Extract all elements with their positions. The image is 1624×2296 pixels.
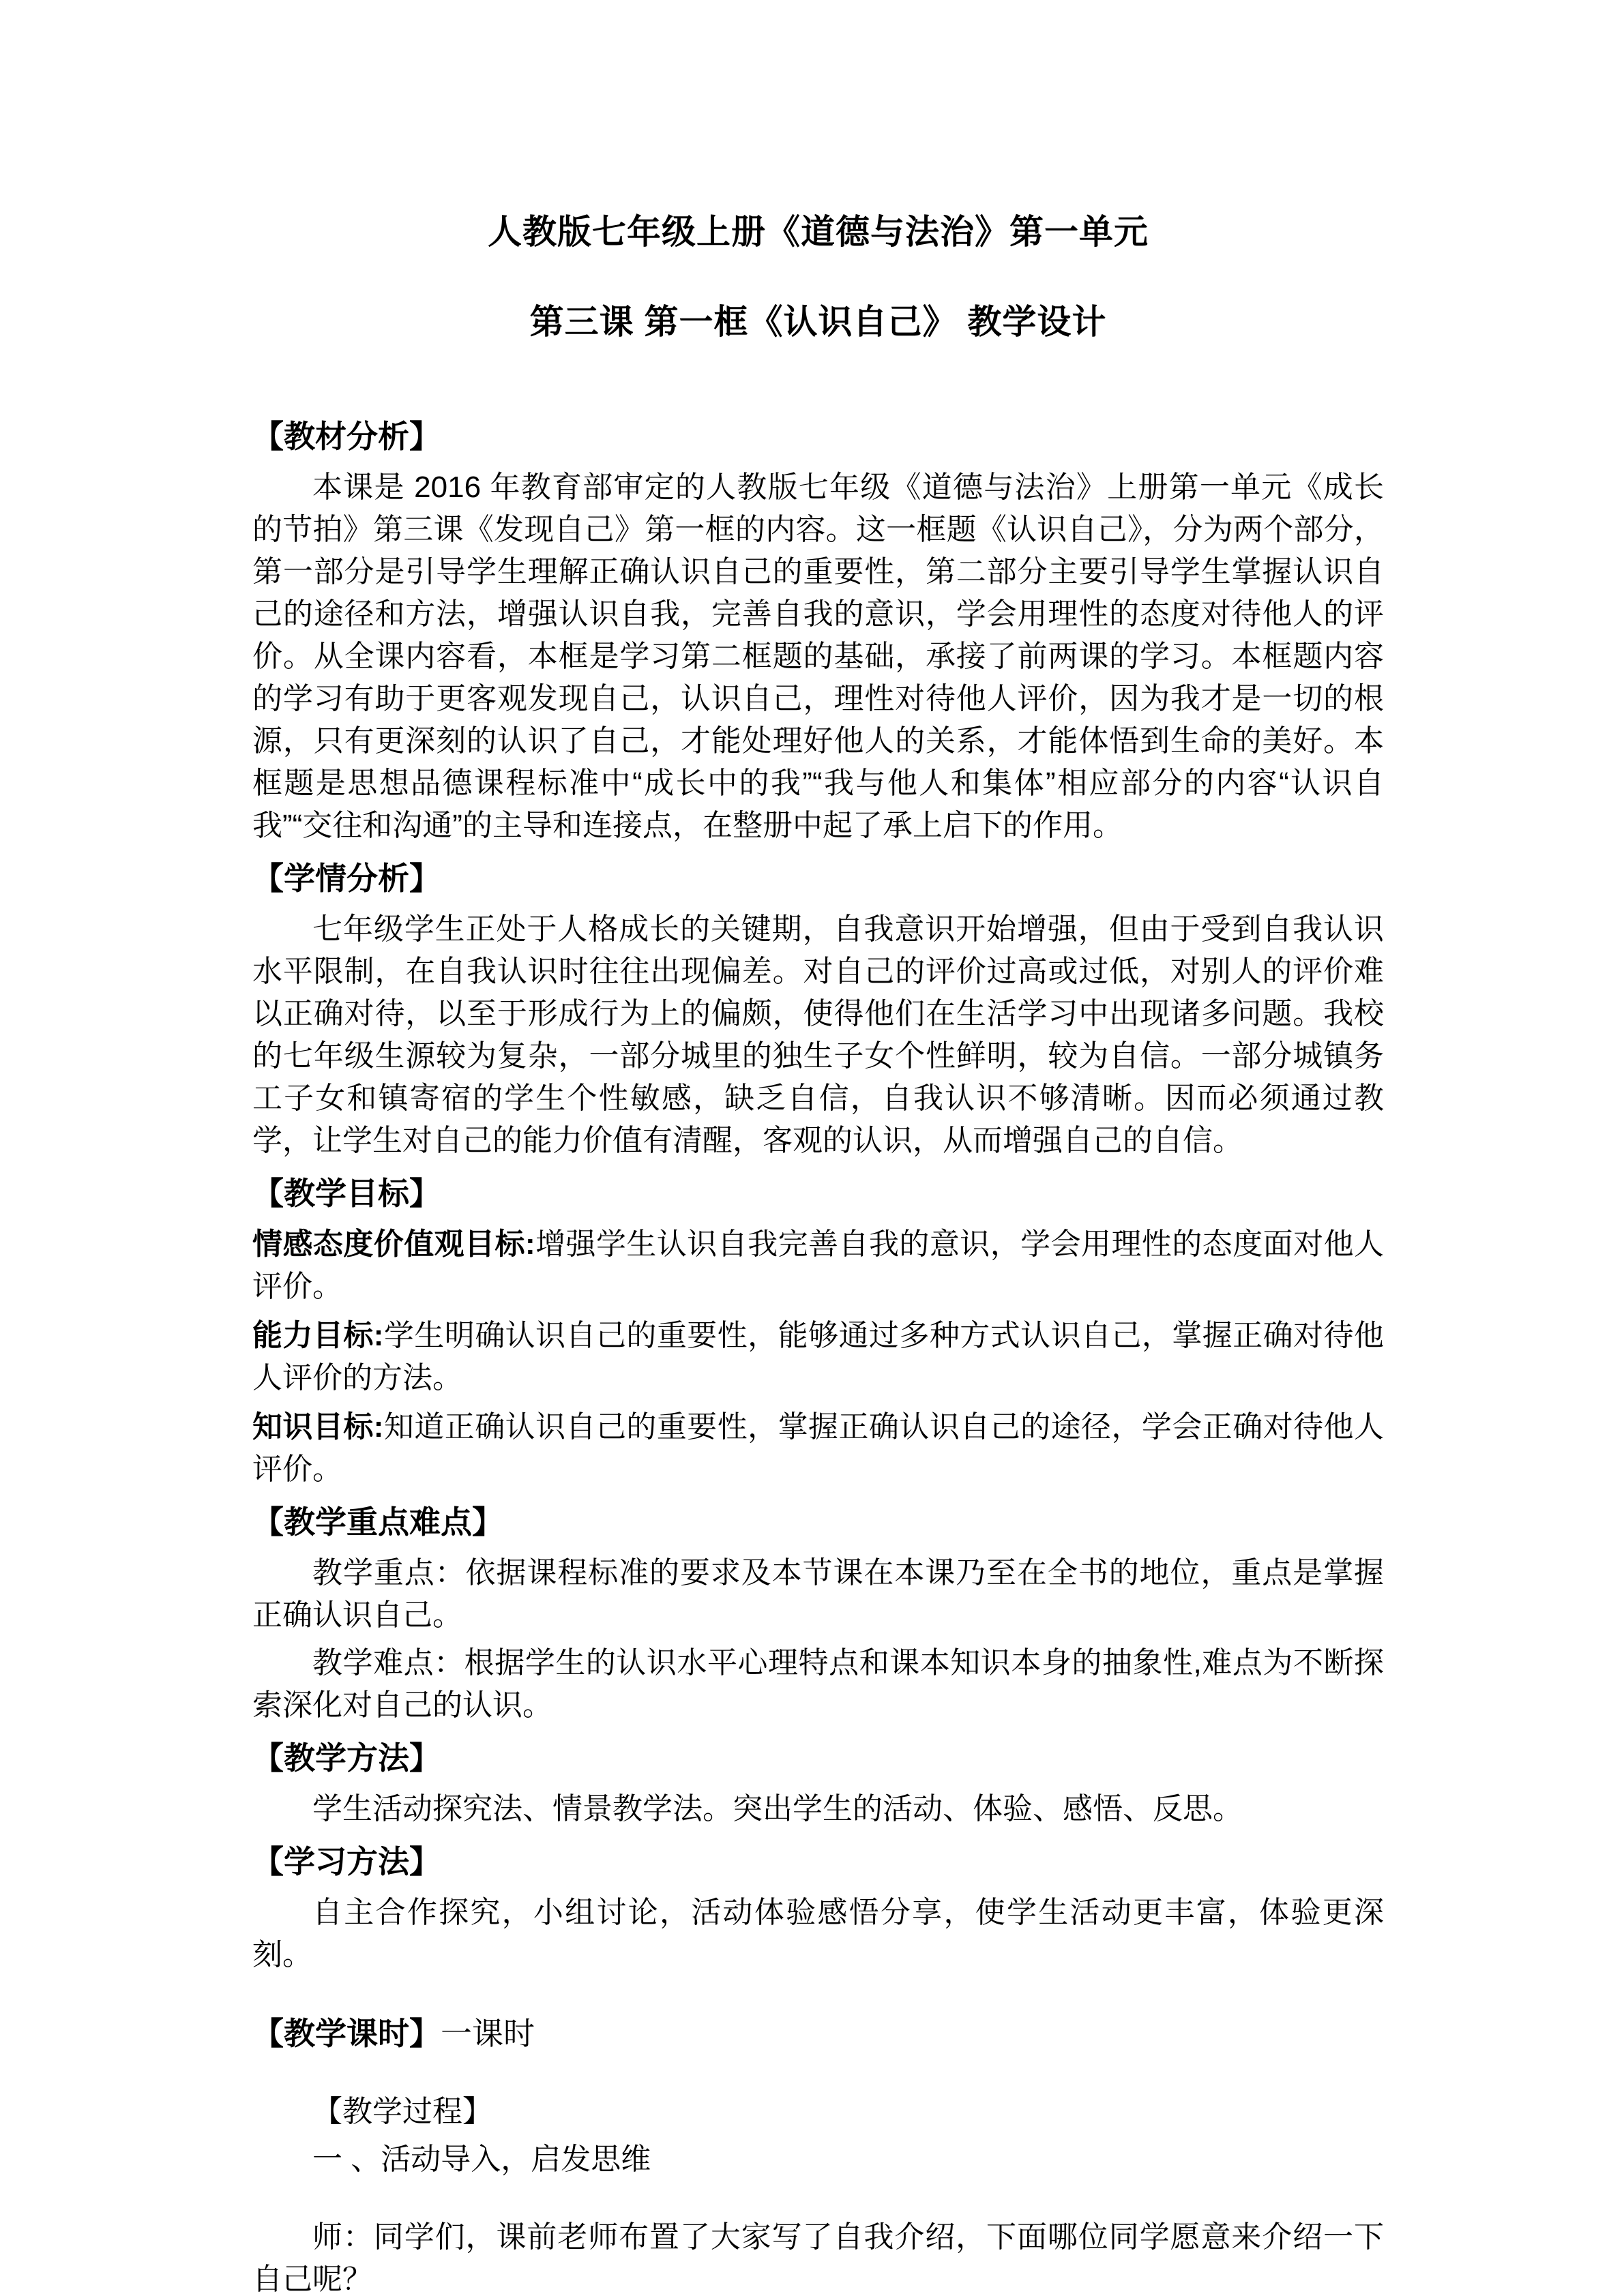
paragraph: 一 、活动导入，启发思维 [312,2143,651,2176]
section-heading: 【学习方法】 [252,1844,441,1879]
section-heading: 【学情分析】 [252,861,441,896]
paragraph: 本课是 2016 年教育部审定的人教版七年级《道德与法治》上册第一单元《成长的节拍》第三课《发现自己》第一框的内容。这一框题《认识自己》，分为两个部分，第一部分是引导学生理解正确认识自己的重要性，第二部分主要引导学生掌握认识自己的途径和方法，增强认识自我，完善自我的意识，学会用理性的态度对待他人的评价。从全课内容看，本框是学习第二框题的基础，承接了前两课的学习。本框题内容的学习有助于更客观发现自己，认识自己，理性对待他人评价，因为我才是一切的根源，只有更深刻的认识了自己，才能处理好他人的关系，才能体悟到生命的美好。本框题是思想品德课程标准中“成长中的我”“我与他人和集体”相应部分的内容“认识自我”“交往和沟通”的主导和连接点，在整册中起了承上启下的作用。 [252,471,1384,842]
document-title-line2: 第三课 第一框《认识自己》 教学设计 [529,303,1107,341]
inline-heading-label: 【教学课时】 [252,2016,441,2051]
goal-paragraph: 知识目标:知道正确认识自己的重要性，掌握正确认识自己的途径，学会正确对待他人评价。 [252,1410,1384,1486]
section-heading: 【教材分析】 [252,419,441,454]
section-heading: 【教学重点难点】 [252,1504,503,1540]
paragraph-label: 情感态度价值观目标: [252,1227,535,1261]
goal-paragraph: 情感态度价值观目标:增强学生认识自我完善自我的意识，学会用理性的态度面对他人评价。 [252,1227,1385,1303]
section-heading: 【教学方法】 [252,1740,441,1776]
paragraph-label: 知识目标: [252,1410,384,1444]
goal-paragraph: 能力目标:学生明确认识自己的重要性，能够通过多种方式认识自己，掌握正确对待他人评价的方法。 [252,1319,1384,1395]
paragraph: 七年级学生正处于人格成长的关键期，自我意识开始增强，但由于受到自我认识水平限制，在自我认识时往往出现偏差。对自己的评价过高或过低，对别人的评价难以正确对待，以至于形成行为上的偏颇，使得他们在生活学习中出现诸多问题。我校的七年级生源较为复杂，一部分城里的独生子女个性鲜明，较为自信。一部分城镇务工子女和镇寄宿的学生个性敏感，缺乏自信，自我认识不够清晰。因而必须通过教学，让学生对自己的能力价值有清醒，客观的认识，从而增强自己的自信。 [252,912,1384,1157]
document-blocks [252,415,1384,2296]
paragraph-label: 能力目标: [252,1319,384,1352]
paragraph: 【教学过程】 [312,2095,492,2128]
section-heading: 【教学目标】 [252,1176,441,1211]
paragraph: 教学重点：依据课程标准的要求及本节课在本课乃至在全书的地位，重点是掌握正确认识自己。 [252,1556,1384,1632]
paragraph: 师：同学们，课前老师布置了大家写了自我介绍，下面哪位同学愿意来介绍一下自己呢？ [252,2220,1384,2296]
paragraph: 学生活动探究法、情景教学法。突出学生的活动、体验、感悟、反思。 [312,1792,1243,1825]
paragraph: 自主合作探究，小组讨论，活动体验感悟分享，使学生活动更丰富，体验更深刻。 [252,1896,1384,1971]
document-title-line1: 人教版七年级上册《道德与法治》第一单元 [488,213,1149,251]
inline-heading: 【教学课时】一课时 [252,2016,535,2051]
paragraph: 教学难点：根据学生的认识水平心理特点和课本知识本身的抽象性,难点为不断探索深化对自己的认识。 [252,1646,1384,1722]
